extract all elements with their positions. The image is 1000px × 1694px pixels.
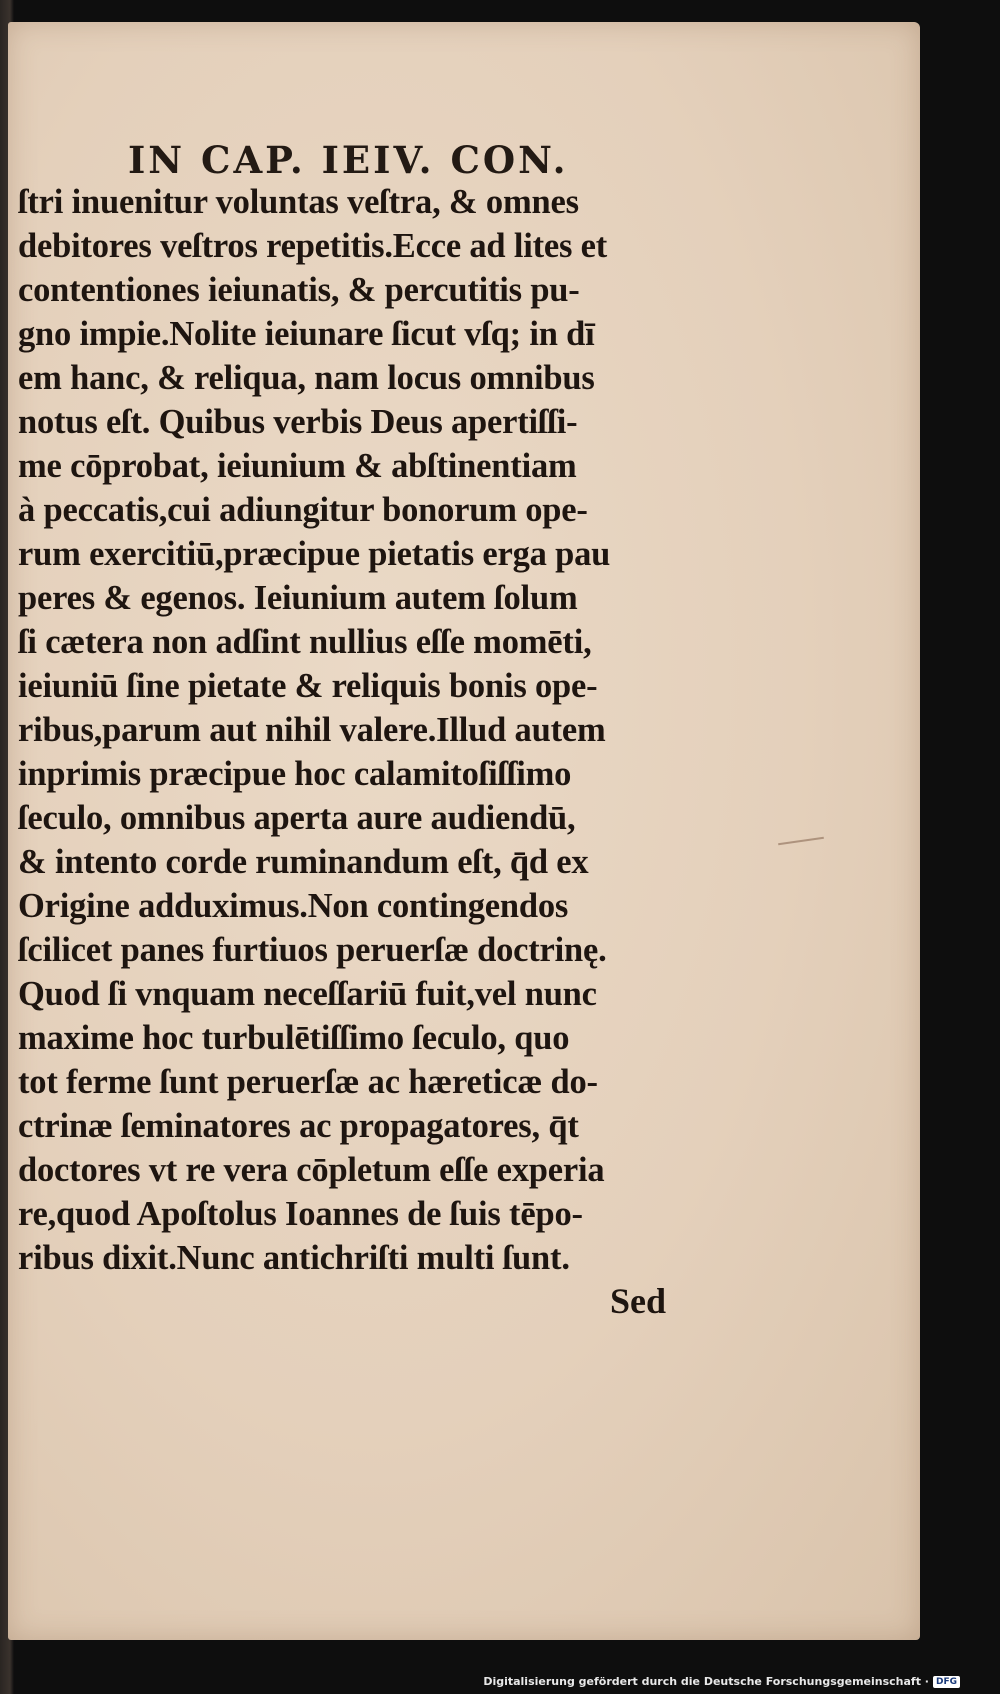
text-line: ribus dixit.Nunc antichriſti multi ſunt. xyxy=(18,1239,570,1277)
running-head: IN CAP. IEIV. CON. xyxy=(128,138,569,182)
text-line: tot ferme ſunt peruerſæ ac hæreticæ do- xyxy=(18,1063,598,1101)
text-line: re,quod Apoſtolus Ioannes de ſuis tēpo- xyxy=(18,1195,583,1233)
text-line: doctores vt re vera cōpletum eſſe experia xyxy=(18,1151,605,1189)
text-line: inprimis præcipue hoc calamitoſiſſimo xyxy=(18,755,572,793)
dfg-logo-icon: DFG xyxy=(933,1676,960,1688)
text-line: maxime hoc turbulētiſſimo ſeculo, quo xyxy=(18,1019,570,1057)
text-line: ieiuniū ſine pietate & reliquis bonis ope- xyxy=(18,667,598,705)
catchword: Sed xyxy=(610,1281,667,1321)
text-line: debitores veſtros repetitis.Ecce ad lites et xyxy=(18,227,608,265)
text-line: ſi cætera non adſint nullius eſſe momēti, xyxy=(18,623,592,661)
text-line: gno impie.Nolite ieiunare ſicut vſq; in dī xyxy=(18,315,595,353)
text-line: ctrinæ ſeminatores ac propagatores, q̄t xyxy=(18,1107,579,1145)
text-line: & intento corde ruminandum eſt, q̄d ex xyxy=(18,843,589,881)
text-line: Quod ſi vnquam neceſſariū fuit,vel nunc xyxy=(18,975,597,1013)
text-line: rum exercitiū,præcipue pietatis erga pau xyxy=(18,535,611,573)
text-line: peres & egenos. Ieiunium autem ſolum xyxy=(18,579,578,617)
text-line: me cōprobat, ieiunium & abſtinentiam xyxy=(18,447,577,485)
text-line: à peccatis,cui adiungitur bonorum ope- xyxy=(18,491,588,529)
paper-mark xyxy=(778,837,824,845)
text-line: Origine adduximus.Non contingendos xyxy=(18,887,569,925)
text-line: notus eſt. Quibus verbis Deus apertiſſi- xyxy=(18,403,578,441)
digitization-credit xyxy=(483,1675,960,1688)
text-line: ſeculo, omnibus aperta aure audiendū, xyxy=(18,799,576,837)
text-line: ſcilicet panes furtiuos peruerſæ doctrinę. xyxy=(18,931,607,969)
text-body xyxy=(18,180,678,1280)
text-line: ribus,parum aut nihil valere.Illud autem xyxy=(18,711,606,749)
credit-text: Digitalisierung gefördert durch die Deutsche Forschungsgemeinschaft · xyxy=(483,1675,929,1688)
text-line: em hanc, & reliqua, nam locus omnibus xyxy=(18,359,595,397)
text-line: contentiones ieiunatis, & percutitis pu- xyxy=(18,271,580,309)
text-line: ſtri inuenitur voluntas veſtra, & omnes xyxy=(18,183,579,221)
